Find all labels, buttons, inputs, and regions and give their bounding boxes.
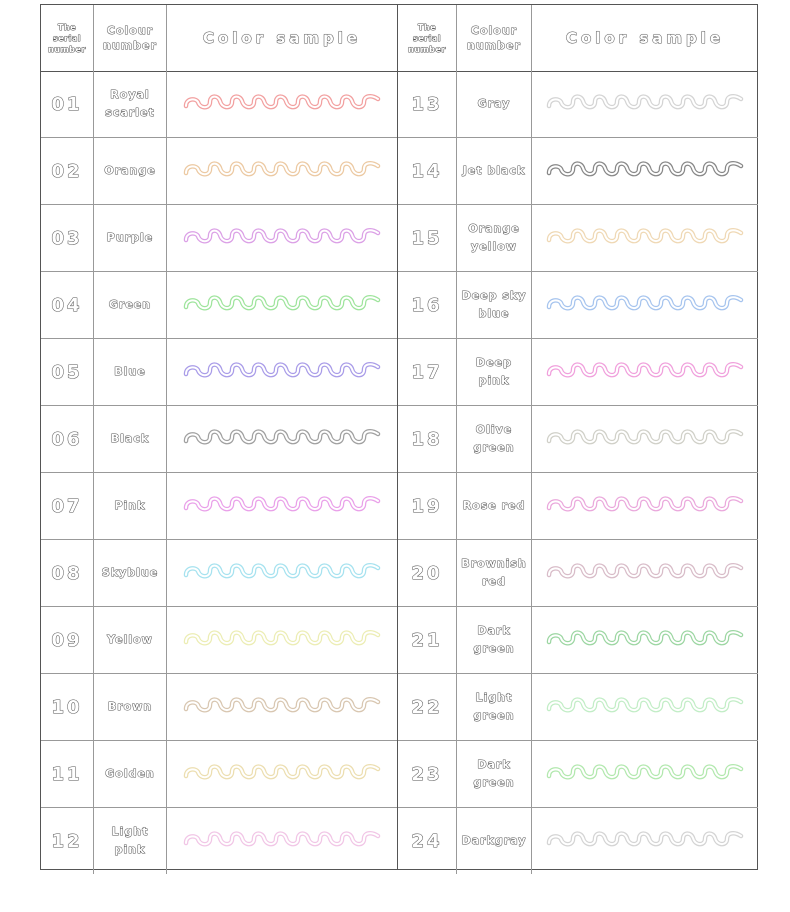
color-sample-swatch <box>545 759 745 789</box>
table-row <box>398 71 758 138</box>
table-row <box>398 741 758 808</box>
table-row <box>398 674 758 741</box>
color-sample-swatch <box>182 290 382 320</box>
serial-number: 18 <box>411 428 443 450</box>
serial-number: 11 <box>51 763 83 785</box>
table-row <box>41 406 397 473</box>
serial-number: 04 <box>51 294 83 316</box>
colour-name-cell <box>456 540 531 606</box>
colour-name: Dark green <box>473 758 515 789</box>
table-row <box>398 540 758 607</box>
table-row <box>398 808 758 874</box>
color-sample-cell <box>166 205 397 271</box>
color-sample-swatch <box>182 89 382 119</box>
colour-name: Skyblue <box>101 566 159 579</box>
table-row <box>41 540 397 607</box>
serial-number: 01 <box>51 93 83 115</box>
color-sample-swatch <box>545 223 745 253</box>
colour-name: Dark green <box>473 624 515 655</box>
serial-number-cell <box>41 540 93 606</box>
serial-number: 20 <box>411 562 443 584</box>
table-row <box>41 808 397 874</box>
serial-number-header <box>41 5 93 71</box>
table-row <box>41 741 397 808</box>
colour-name: Golden <box>105 767 155 780</box>
serial-number-cell <box>398 339 456 405</box>
color-sample-cell <box>531 339 758 405</box>
serial-number-cell <box>398 674 456 740</box>
colour-name: Light green <box>473 691 515 722</box>
colour-name: Rose red <box>462 499 526 512</box>
serial-number: 24 <box>411 830 443 852</box>
colour-name-cell <box>456 607 531 673</box>
table-row <box>398 138 758 205</box>
serial-number-cell <box>41 272 93 338</box>
serial-number: 10 <box>51 696 83 718</box>
serial-number: 15 <box>411 227 443 249</box>
color-sample-cell <box>166 808 397 874</box>
serial-number: 03 <box>51 227 83 249</box>
colour-chart-table <box>40 4 758 870</box>
left-header-row <box>41 5 397 72</box>
color-sample-cell <box>166 540 397 606</box>
colour-name-cell <box>93 741 166 807</box>
colour-name-cell <box>93 674 166 740</box>
serial-number: 19 <box>411 495 443 517</box>
colour-name-cell <box>93 406 166 472</box>
colour-name-cell <box>93 473 166 539</box>
serial-number: 16 <box>411 294 443 316</box>
color-sample-cell <box>166 607 397 673</box>
color-sample-cell <box>166 71 397 137</box>
serial-number: 14 <box>411 160 443 182</box>
colour-name: Black <box>110 432 150 445</box>
serial-number-cell <box>41 808 93 874</box>
table-row <box>41 205 397 272</box>
colour-name-cell <box>93 540 166 606</box>
color-sample-cell <box>166 272 397 338</box>
serial-number-cell <box>398 741 456 807</box>
serial-number-cell <box>398 71 456 137</box>
color-sample-cell <box>166 741 397 807</box>
color-sample-swatch <box>182 357 382 387</box>
serial-number-cell <box>41 473 93 539</box>
serial-number: 21 <box>411 629 443 651</box>
serial-number-header <box>398 5 456 71</box>
colour-name-cell <box>456 674 531 740</box>
colour-name-cell <box>456 138 531 204</box>
color-sample-swatch <box>182 156 382 186</box>
color-sample-cell <box>531 406 758 472</box>
serial-number-cell <box>398 540 456 606</box>
color-sample-cell <box>166 473 397 539</box>
color-sample-swatch <box>182 759 382 789</box>
colour-name-cell <box>456 272 531 338</box>
color-sample-cell <box>531 741 758 807</box>
colour-name-cell <box>456 71 531 137</box>
color-sample-header-text: Color sample <box>202 29 362 47</box>
table-row <box>398 406 758 473</box>
color-sample-swatch <box>545 89 745 119</box>
colour-name-cell <box>456 741 531 807</box>
colour-name: Brownish red <box>461 557 527 588</box>
serial-number: 23 <box>411 763 443 785</box>
color-sample-cell <box>531 71 758 137</box>
color-sample-header-text: Color sample <box>565 29 725 47</box>
table-row <box>398 339 758 406</box>
serial-number-cell <box>41 406 93 472</box>
colour-name-cell <box>93 808 166 874</box>
colour-name: Brown <box>107 700 153 713</box>
table-row <box>41 674 397 741</box>
serial-number-cell <box>41 741 93 807</box>
colour-name: Orange <box>104 164 156 177</box>
colour-name-cell <box>456 406 531 472</box>
color-sample-cell <box>531 205 758 271</box>
serial-number: 06 <box>51 428 83 450</box>
color-sample-swatch <box>545 357 745 387</box>
colour-name-cell <box>93 205 166 271</box>
color-sample-cell <box>531 808 758 874</box>
serial-number-cell <box>41 205 93 271</box>
serial-number: 07 <box>51 495 83 517</box>
table-row <box>398 205 758 272</box>
color-sample-swatch <box>545 625 745 655</box>
colour-number-header <box>93 5 166 71</box>
color-sample-cell <box>531 138 758 204</box>
color-sample-swatch <box>182 424 382 454</box>
color-sample-cell <box>531 473 758 539</box>
serial-number-header-text: The serial number <box>48 22 86 54</box>
colour-name-cell <box>456 339 531 405</box>
color-sample-swatch <box>545 424 745 454</box>
colour-name: Darkgray <box>461 834 527 847</box>
color-sample-cell <box>166 406 397 472</box>
colour-name: Blue <box>114 365 146 378</box>
colour-name: Olive green <box>473 423 515 454</box>
colour-number-header-text: Colour number <box>103 24 157 52</box>
color-sample-cell <box>531 540 758 606</box>
colour-name: Purple <box>106 231 154 244</box>
colour-name: Light pink <box>111 825 149 856</box>
serial-number-cell <box>41 71 93 137</box>
right-header-row <box>398 5 758 72</box>
colour-name: Gray <box>477 97 511 110</box>
serial-number: 09 <box>51 629 83 651</box>
colour-name: Orange yellow <box>468 222 520 253</box>
color-sample-cell <box>531 272 758 338</box>
colour-name: Deep sky blue <box>461 289 527 320</box>
color-sample-cell <box>531 607 758 673</box>
serial-number-cell <box>41 339 93 405</box>
serial-number-cell <box>41 138 93 204</box>
color-sample-swatch <box>545 558 745 588</box>
table-row <box>41 607 397 674</box>
color-sample-swatch <box>182 491 382 521</box>
colour-name-cell <box>93 138 166 204</box>
serial-number-header-text: The serial number <box>408 22 446 54</box>
color-sample-header <box>166 5 397 71</box>
serial-number-cell <box>398 406 456 472</box>
colour-name: Green <box>108 298 152 311</box>
table-row <box>41 473 397 540</box>
colour-number-header <box>456 5 531 71</box>
serial-number: 05 <box>51 361 83 383</box>
colour-name: Pink <box>114 499 146 512</box>
color-sample-swatch <box>545 156 745 186</box>
serial-number-cell <box>398 808 456 874</box>
serial-number: 02 <box>51 160 83 182</box>
color-sample-swatch <box>545 826 745 856</box>
color-sample-swatch <box>182 625 382 655</box>
colour-name-cell <box>93 339 166 405</box>
color-sample-swatch <box>545 692 745 722</box>
color-sample-swatch <box>182 826 382 856</box>
serial-number-cell <box>398 205 456 271</box>
colour-name: Deep pink <box>476 356 512 387</box>
serial-number-cell <box>41 674 93 740</box>
serial-number: 08 <box>51 562 83 584</box>
color-sample-swatch <box>545 290 745 320</box>
color-sample-cell <box>166 138 397 204</box>
color-sample-header <box>531 5 758 71</box>
serial-number-cell <box>398 138 456 204</box>
serial-number: 13 <box>411 93 443 115</box>
left-column-group <box>41 5 397 869</box>
colour-name: Jet black <box>462 164 526 177</box>
colour-name-cell <box>456 205 531 271</box>
table-row <box>398 473 758 540</box>
color-sample-swatch <box>182 223 382 253</box>
serial-number-cell <box>398 473 456 539</box>
color-sample-swatch <box>182 558 382 588</box>
color-sample-cell <box>166 674 397 740</box>
table-row <box>41 138 397 205</box>
colour-name: Royal scarlet <box>105 88 155 119</box>
color-sample-cell <box>166 339 397 405</box>
serial-number: 12 <box>51 830 83 852</box>
colour-name-cell <box>456 473 531 539</box>
serial-number-cell <box>41 607 93 673</box>
serial-number: 22 <box>411 696 443 718</box>
right-column-group <box>397 5 758 869</box>
table-row <box>398 607 758 674</box>
table-row <box>41 71 397 138</box>
color-sample-cell <box>531 674 758 740</box>
serial-number-cell <box>398 607 456 673</box>
colour-name: Yellow <box>107 633 153 646</box>
colour-number-header-text: Colour number <box>467 24 521 52</box>
table-row <box>398 272 758 339</box>
colour-name-cell <box>456 808 531 874</box>
table-row <box>41 272 397 339</box>
serial-number-cell <box>398 272 456 338</box>
color-sample-swatch <box>182 692 382 722</box>
serial-number: 17 <box>411 361 443 383</box>
colour-name-cell <box>93 71 166 137</box>
table-row <box>41 339 397 406</box>
colour-name-cell <box>93 607 166 673</box>
color-sample-swatch <box>545 491 745 521</box>
colour-name-cell <box>93 272 166 338</box>
